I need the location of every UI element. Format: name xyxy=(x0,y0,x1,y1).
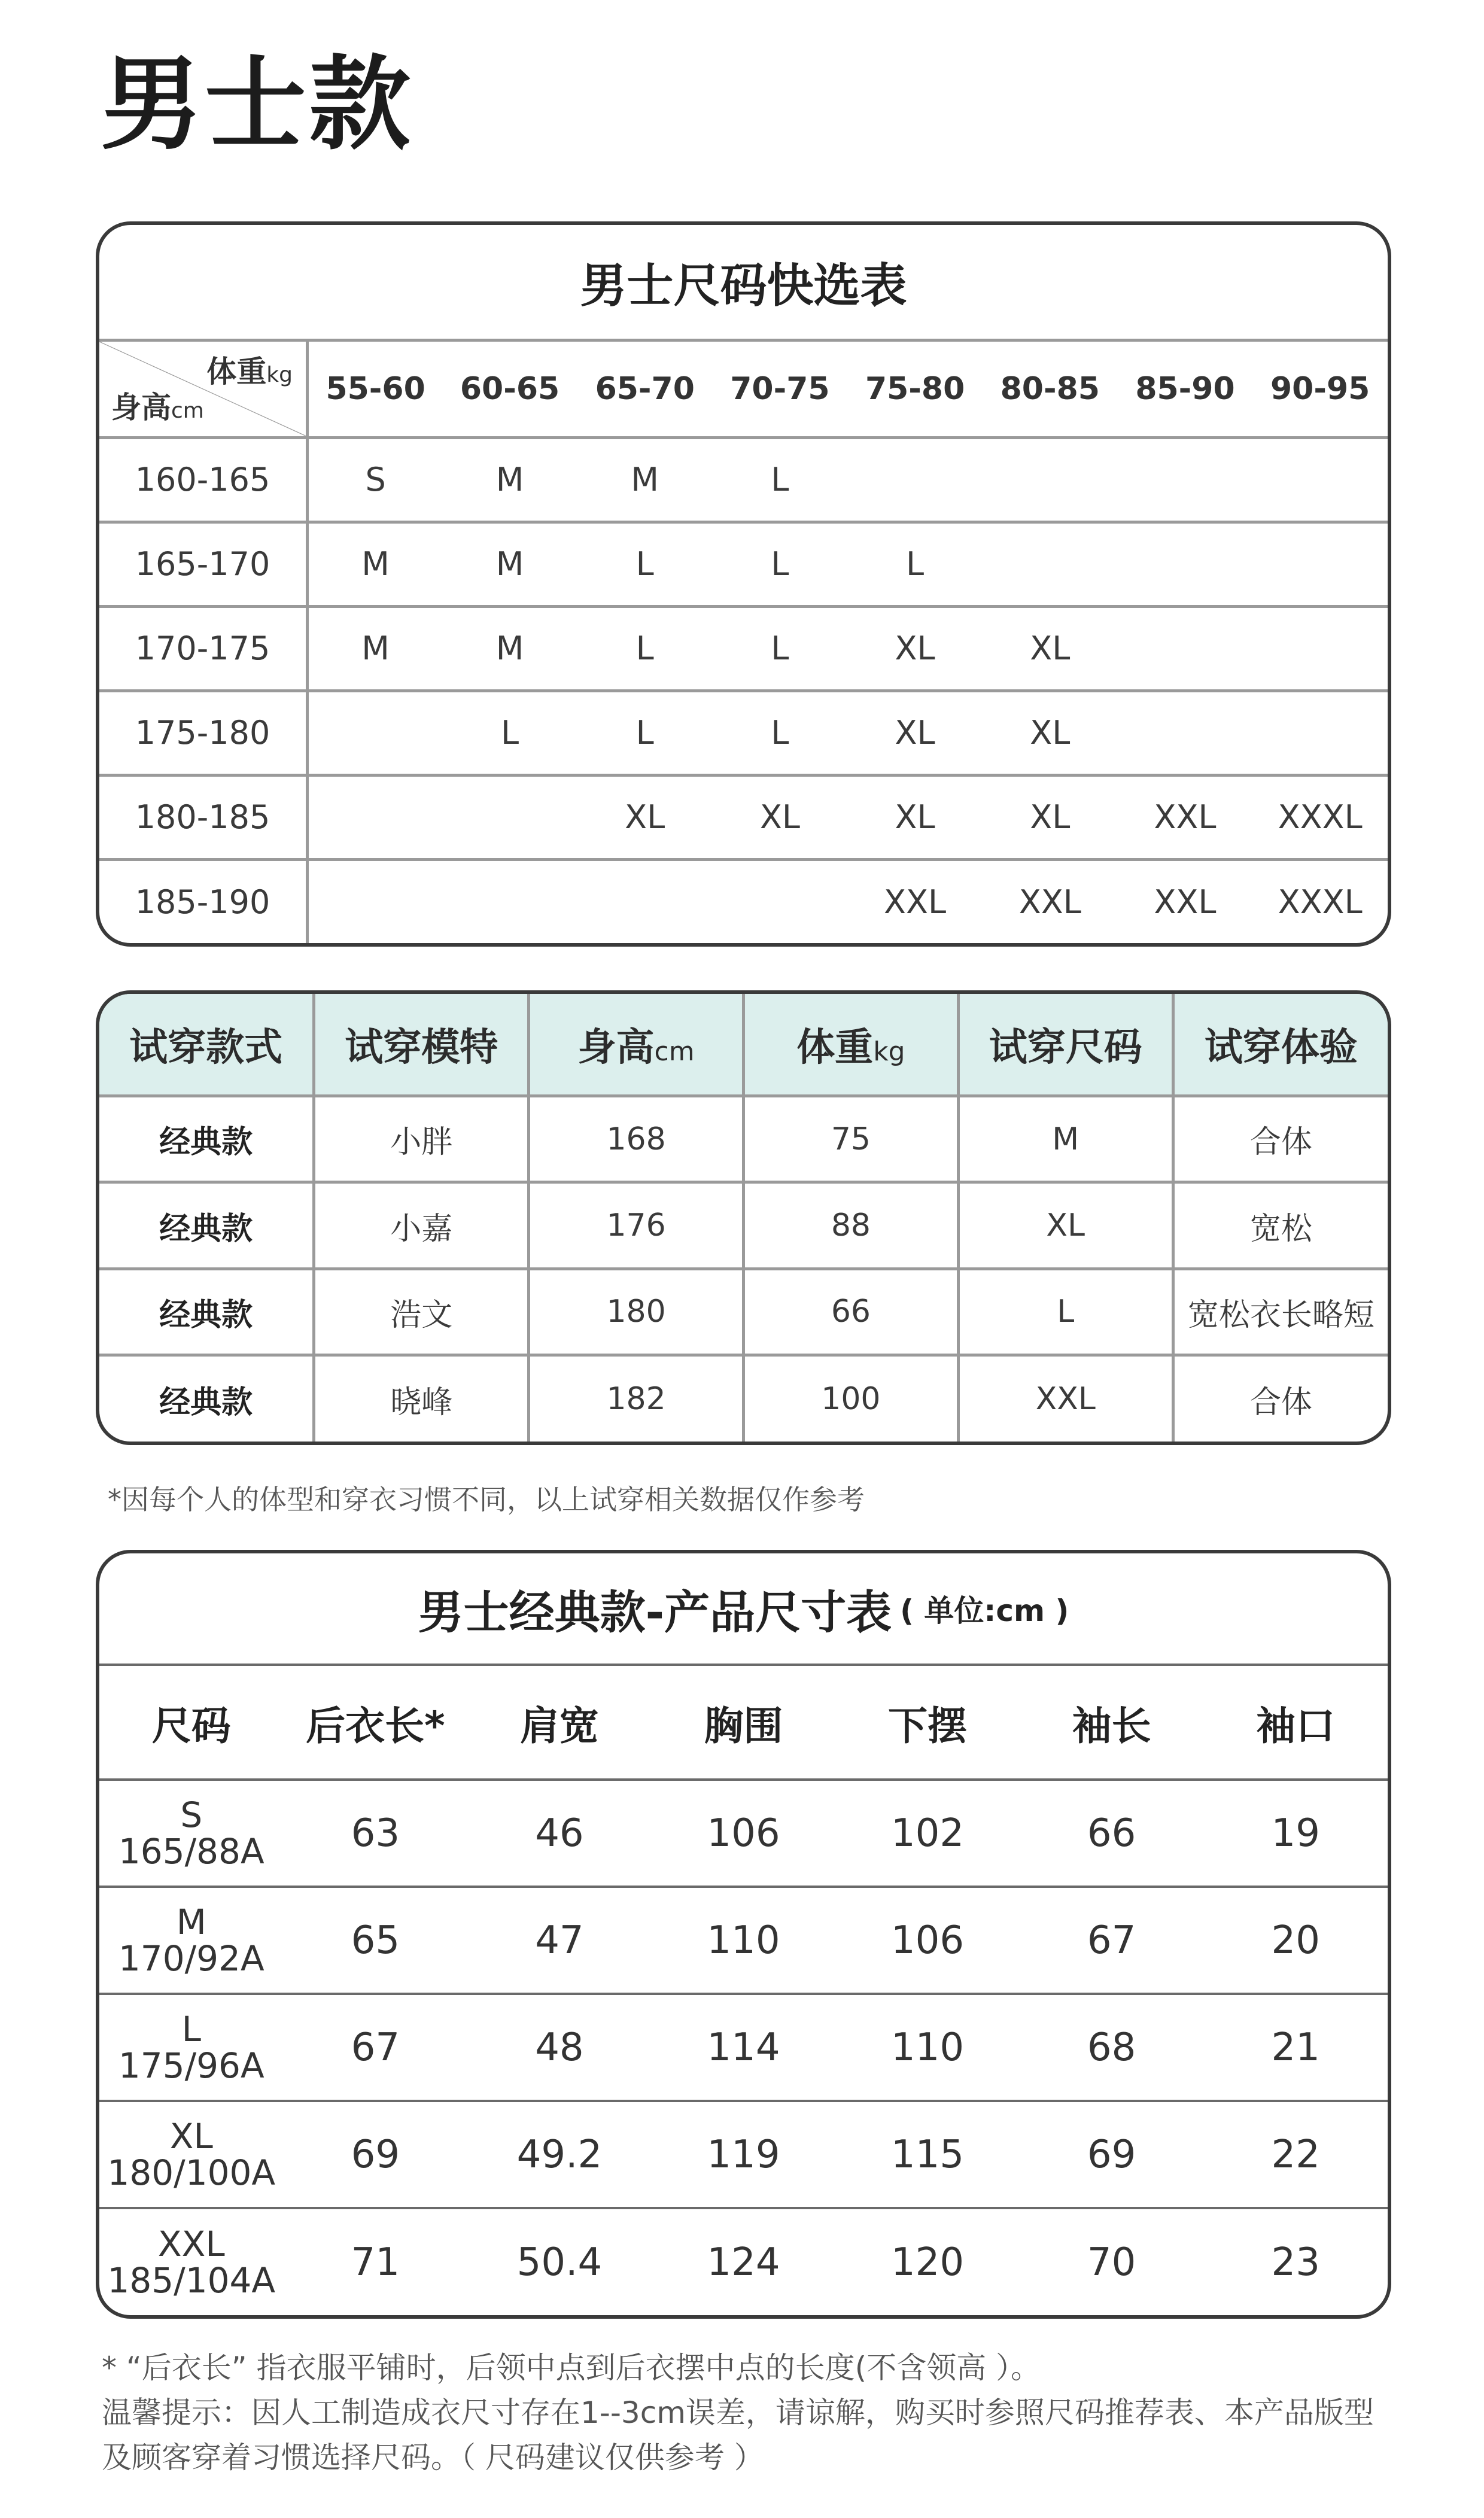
table-row xyxy=(99,859,1388,944)
weight-range-header: 85-90 xyxy=(1135,370,1235,407)
size-cell: L xyxy=(577,606,713,691)
measurement-cell: 106 xyxy=(835,1887,1020,1994)
size-spec: 180/100A xyxy=(107,2152,276,2193)
size-cell xyxy=(1118,522,1253,606)
measurement-cell: 20 xyxy=(1203,1887,1388,1994)
table-row xyxy=(99,1994,1388,2101)
product-size-table-unit: ( 单位:cm ) xyxy=(900,1593,1069,1628)
tryon-cell: 小胖 xyxy=(314,1096,529,1182)
height-range-cell: 175-180 xyxy=(99,691,308,775)
size-cell: XXL xyxy=(983,859,1118,944)
measurement-cell: 23 xyxy=(1203,2208,1388,2315)
size-spec: 165/88A xyxy=(118,1830,264,1872)
quick-size-table-title: 男士尺码快选表 xyxy=(99,225,1388,342)
size-cell: XL xyxy=(713,775,848,859)
height-range-cell: 160-165 xyxy=(99,437,308,522)
tryon-cell: XXL xyxy=(958,1355,1173,1442)
measurement-cell: 119 xyxy=(652,2101,836,2208)
tryon-column-header xyxy=(743,994,958,1096)
height-range-cell: 180-185 xyxy=(99,775,308,859)
size-cell: L xyxy=(847,522,983,606)
height-range-cell: 165-170 xyxy=(99,522,308,606)
measurement-cell: 115 xyxy=(835,2101,1020,2208)
size-label-cell xyxy=(99,2208,284,2315)
size-cell: XL xyxy=(847,775,983,859)
size-spec: 185/104A xyxy=(107,2259,276,2301)
measurement-cell: 67 xyxy=(284,1994,468,2101)
tryon-header-text: 试穿体验 xyxy=(1204,1025,1358,1070)
size-cell xyxy=(983,437,1118,522)
measurement-cell: 19 xyxy=(1203,1780,1388,1887)
tryon-header-text: 试穿款式 xyxy=(129,1025,283,1070)
corner-height-unit: cm xyxy=(171,398,204,423)
size-cell: L xyxy=(713,522,848,606)
size-label-cell xyxy=(99,1994,284,2101)
size-label-cell xyxy=(99,1887,284,1994)
corner-height-text: 身高 xyxy=(111,390,171,425)
size-column-header: 后衣长* xyxy=(306,1702,445,1749)
weight-range-header: 55-60 xyxy=(326,370,425,407)
size-cell xyxy=(308,859,443,944)
size-letter: XL xyxy=(169,2115,213,2157)
size-cell: XL xyxy=(577,775,713,859)
size-cell xyxy=(713,859,848,944)
measurement-cell: 71 xyxy=(284,2208,468,2315)
measurement-cell: 70 xyxy=(1020,2208,1204,2315)
measurement-cell: 48 xyxy=(467,1994,652,2101)
size-cell xyxy=(1118,606,1253,691)
size-cell xyxy=(1252,606,1388,691)
product-size-table xyxy=(99,1666,1388,2315)
weight-range-header: 65-70 xyxy=(595,370,695,407)
table-row xyxy=(99,1355,1388,1442)
measurement-cell: 120 xyxy=(835,2208,1020,2315)
table-row xyxy=(99,522,1388,606)
table-row xyxy=(99,775,1388,859)
tryon-header-text: 身高 xyxy=(577,1025,655,1070)
tryon-cell: 168 xyxy=(529,1096,744,1182)
size-cell: XL xyxy=(983,691,1118,775)
quick-table-header-row xyxy=(99,342,1388,437)
quick-size-table xyxy=(99,342,1388,944)
size-letter: L xyxy=(181,2008,201,2049)
size-label-cell xyxy=(99,1780,284,1887)
size-cell: L xyxy=(577,522,713,606)
measurement-cell: 68 xyxy=(1020,1994,1204,2101)
tryon-cell: 合体 xyxy=(1173,1355,1388,1442)
measurement-cell: 110 xyxy=(652,1887,836,1994)
size-column-header: 尺码 xyxy=(151,1702,231,1749)
size-cell xyxy=(847,437,983,522)
measurement-cell: 110 xyxy=(835,1994,1020,2101)
table-row xyxy=(99,1096,1388,1182)
tryon-table-card xyxy=(96,990,1391,1445)
size-cell: L xyxy=(713,437,848,522)
tryon-note: *因每个人的体型和穿衣习惯不同，以上试穿相关数据仅作参考 xyxy=(108,1483,865,1516)
footnote-line: 温馨提示：因人工制造成衣尺寸存在1--3cm误差，请谅解，购买时参照尺码推荐表、本产品版型 xyxy=(102,2395,1374,2430)
size-spec: 175/96A xyxy=(118,2045,264,2086)
footnote-line: * “后衣长” 指衣服平铺时，后领中点到后衣摆中点的长度(不含领高 ）。 xyxy=(102,2350,1041,2385)
tryon-cell: 75 xyxy=(743,1096,958,1182)
tryon-header-unit: cm xyxy=(654,1036,695,1067)
tryon-cell: M xyxy=(958,1096,1173,1182)
tryon-header-text: 试穿尺码 xyxy=(989,1025,1142,1070)
tryon-cell: 宽松衣长略短 xyxy=(1173,1269,1388,1355)
tryon-cell: 100 xyxy=(743,1355,958,1442)
tryon-column-header xyxy=(958,994,1173,1096)
quick-size-table-card xyxy=(96,221,1391,947)
size-cell xyxy=(442,775,577,859)
height-range-cell: 170-175 xyxy=(99,606,308,691)
tryon-header-text: 体重 xyxy=(796,1025,874,1070)
table-row xyxy=(99,606,1388,691)
product-size-table-title xyxy=(99,1553,1388,1666)
size-table-header-row xyxy=(99,1666,1388,1780)
weight-range-header: 75-80 xyxy=(865,370,965,407)
size-cell: L xyxy=(442,691,577,775)
measurement-cell: 69 xyxy=(1020,2101,1204,2208)
size-cell: M xyxy=(308,606,443,691)
table-row xyxy=(99,2101,1388,2208)
tryon-cell: 经典款 xyxy=(99,1096,314,1182)
measurement-cell: 50.4 xyxy=(467,2208,652,2315)
size-letter: S xyxy=(180,1794,203,1835)
tryon-table xyxy=(99,994,1388,1442)
size-cell xyxy=(1252,522,1388,606)
table-row xyxy=(99,437,1388,522)
size-cell: XL xyxy=(983,775,1118,859)
measurement-cell: 22 xyxy=(1203,2101,1388,2208)
size-cell: L xyxy=(577,691,713,775)
size-letter: M xyxy=(176,1901,206,1942)
size-column-header: 胸围 xyxy=(704,1702,783,1749)
measurement-cell: 102 xyxy=(835,1780,1020,1887)
table-row xyxy=(99,1780,1388,1887)
tryon-cell: 晓峰 xyxy=(314,1355,529,1442)
size-label-cell xyxy=(99,2101,284,2208)
size-cell xyxy=(577,859,713,944)
size-cell: S xyxy=(308,437,443,522)
product-size-table-card xyxy=(96,1550,1391,2319)
corner-weight-unit: kg xyxy=(266,363,293,387)
measurement-cell: 69 xyxy=(284,2101,468,2208)
tryon-table-header-row xyxy=(99,994,1388,1096)
tryon-cell: 176 xyxy=(529,1182,744,1269)
tryon-column-header xyxy=(99,994,314,1096)
tryon-cell: 宽松 xyxy=(1173,1182,1388,1269)
size-cell: M xyxy=(308,522,443,606)
measurement-cell: 106 xyxy=(652,1780,836,1887)
footnotes xyxy=(102,2346,1418,2480)
tryon-cell: 88 xyxy=(743,1182,958,1269)
size-cell: M xyxy=(442,522,577,606)
tryon-cell: 182 xyxy=(529,1355,744,1442)
tryon-header-unit: kg xyxy=(873,1036,905,1067)
tryon-column-header xyxy=(1173,994,1388,1096)
weight-range-header: 90-95 xyxy=(1270,370,1370,407)
table-row xyxy=(99,2208,1388,2315)
tryon-column-header xyxy=(314,994,529,1096)
tryon-cell: XL xyxy=(958,1182,1173,1269)
size-cell xyxy=(983,522,1118,606)
corner-weight-text: 体重 xyxy=(206,354,267,389)
size-cell xyxy=(1252,691,1388,775)
tryon-cell: 经典款 xyxy=(99,1269,314,1355)
measurement-cell: 66 xyxy=(1020,1780,1204,1887)
table-row xyxy=(99,1887,1388,1994)
tryon-cell: 经典款 xyxy=(99,1355,314,1442)
footnote-line: 及顾客穿着习惯选择尺码。（ 尺码建议仅供参考 ） xyxy=(102,2440,764,2475)
tryon-cell: 小嘉 xyxy=(314,1182,529,1269)
tryon-column-header xyxy=(529,994,744,1096)
measurement-cell: 124 xyxy=(652,2208,836,2315)
tryon-cell: 经典款 xyxy=(99,1182,314,1269)
measurement-cell: 46 xyxy=(467,1780,652,1887)
size-cell: L xyxy=(713,606,848,691)
table-row xyxy=(99,1182,1388,1269)
measurement-cell: 63 xyxy=(284,1780,468,1887)
measurement-cell: 47 xyxy=(467,1887,652,1994)
size-cell xyxy=(442,859,577,944)
tryon-cell: 180 xyxy=(529,1269,744,1355)
weight-range-header: 70-75 xyxy=(730,370,830,407)
corner-height-label xyxy=(111,384,204,427)
page-title: 男士款 xyxy=(101,45,413,164)
table-row xyxy=(99,1269,1388,1355)
weight-range-header: 80-85 xyxy=(1000,370,1100,407)
tryon-cell: 66 xyxy=(743,1269,958,1355)
size-cell: XL xyxy=(983,606,1118,691)
size-column-header: 下摆 xyxy=(888,1702,968,1749)
size-cell: XXXL xyxy=(1252,775,1388,859)
size-cell xyxy=(1118,437,1253,522)
size-spec: 170/92A xyxy=(118,1938,264,1979)
measurement-cell: 65 xyxy=(284,1887,468,1994)
tryon-cell: 合体 xyxy=(1173,1096,1388,1182)
corner-weight-label xyxy=(206,348,293,391)
size-cell xyxy=(1252,437,1388,522)
tryon-cell: L xyxy=(958,1269,1173,1355)
size-cell: M xyxy=(442,437,577,522)
size-cell xyxy=(308,691,443,775)
size-cell xyxy=(308,775,443,859)
size-cell xyxy=(1118,691,1253,775)
size-cell: XL xyxy=(847,691,983,775)
size-column-header: 袖口 xyxy=(1256,1702,1336,1749)
size-cell: XXL xyxy=(1118,859,1253,944)
product-size-table-title-text: 男士经典款-产品尺寸表 xyxy=(418,1585,892,1639)
weight-range-header: 60-65 xyxy=(460,370,560,407)
measurement-cell: 67 xyxy=(1020,1887,1204,1994)
tryon-header-text: 试穿模特 xyxy=(345,1025,498,1070)
measurement-cell: 114 xyxy=(652,1994,836,2101)
size-column-header: 肩宽 xyxy=(519,1702,599,1749)
height-range-cell: 185-190 xyxy=(99,859,308,944)
measurement-cell: 21 xyxy=(1203,1994,1388,2101)
table-row xyxy=(99,691,1388,775)
size-cell: XXXL xyxy=(1252,859,1388,944)
tryon-cell: 浩文 xyxy=(314,1269,529,1355)
size-cell: M xyxy=(442,606,577,691)
size-cell: L xyxy=(713,691,848,775)
size-cell: XXL xyxy=(847,859,983,944)
quick-table-corner-cell xyxy=(99,342,308,437)
size-column-header: 袖长 xyxy=(1072,1702,1151,1749)
size-cell: XL xyxy=(847,606,983,691)
size-cell: XXL xyxy=(1118,775,1253,859)
size-cell: M xyxy=(577,437,713,522)
measurement-cell: 49.2 xyxy=(467,2101,652,2208)
size-letter: XXL xyxy=(157,2223,225,2264)
